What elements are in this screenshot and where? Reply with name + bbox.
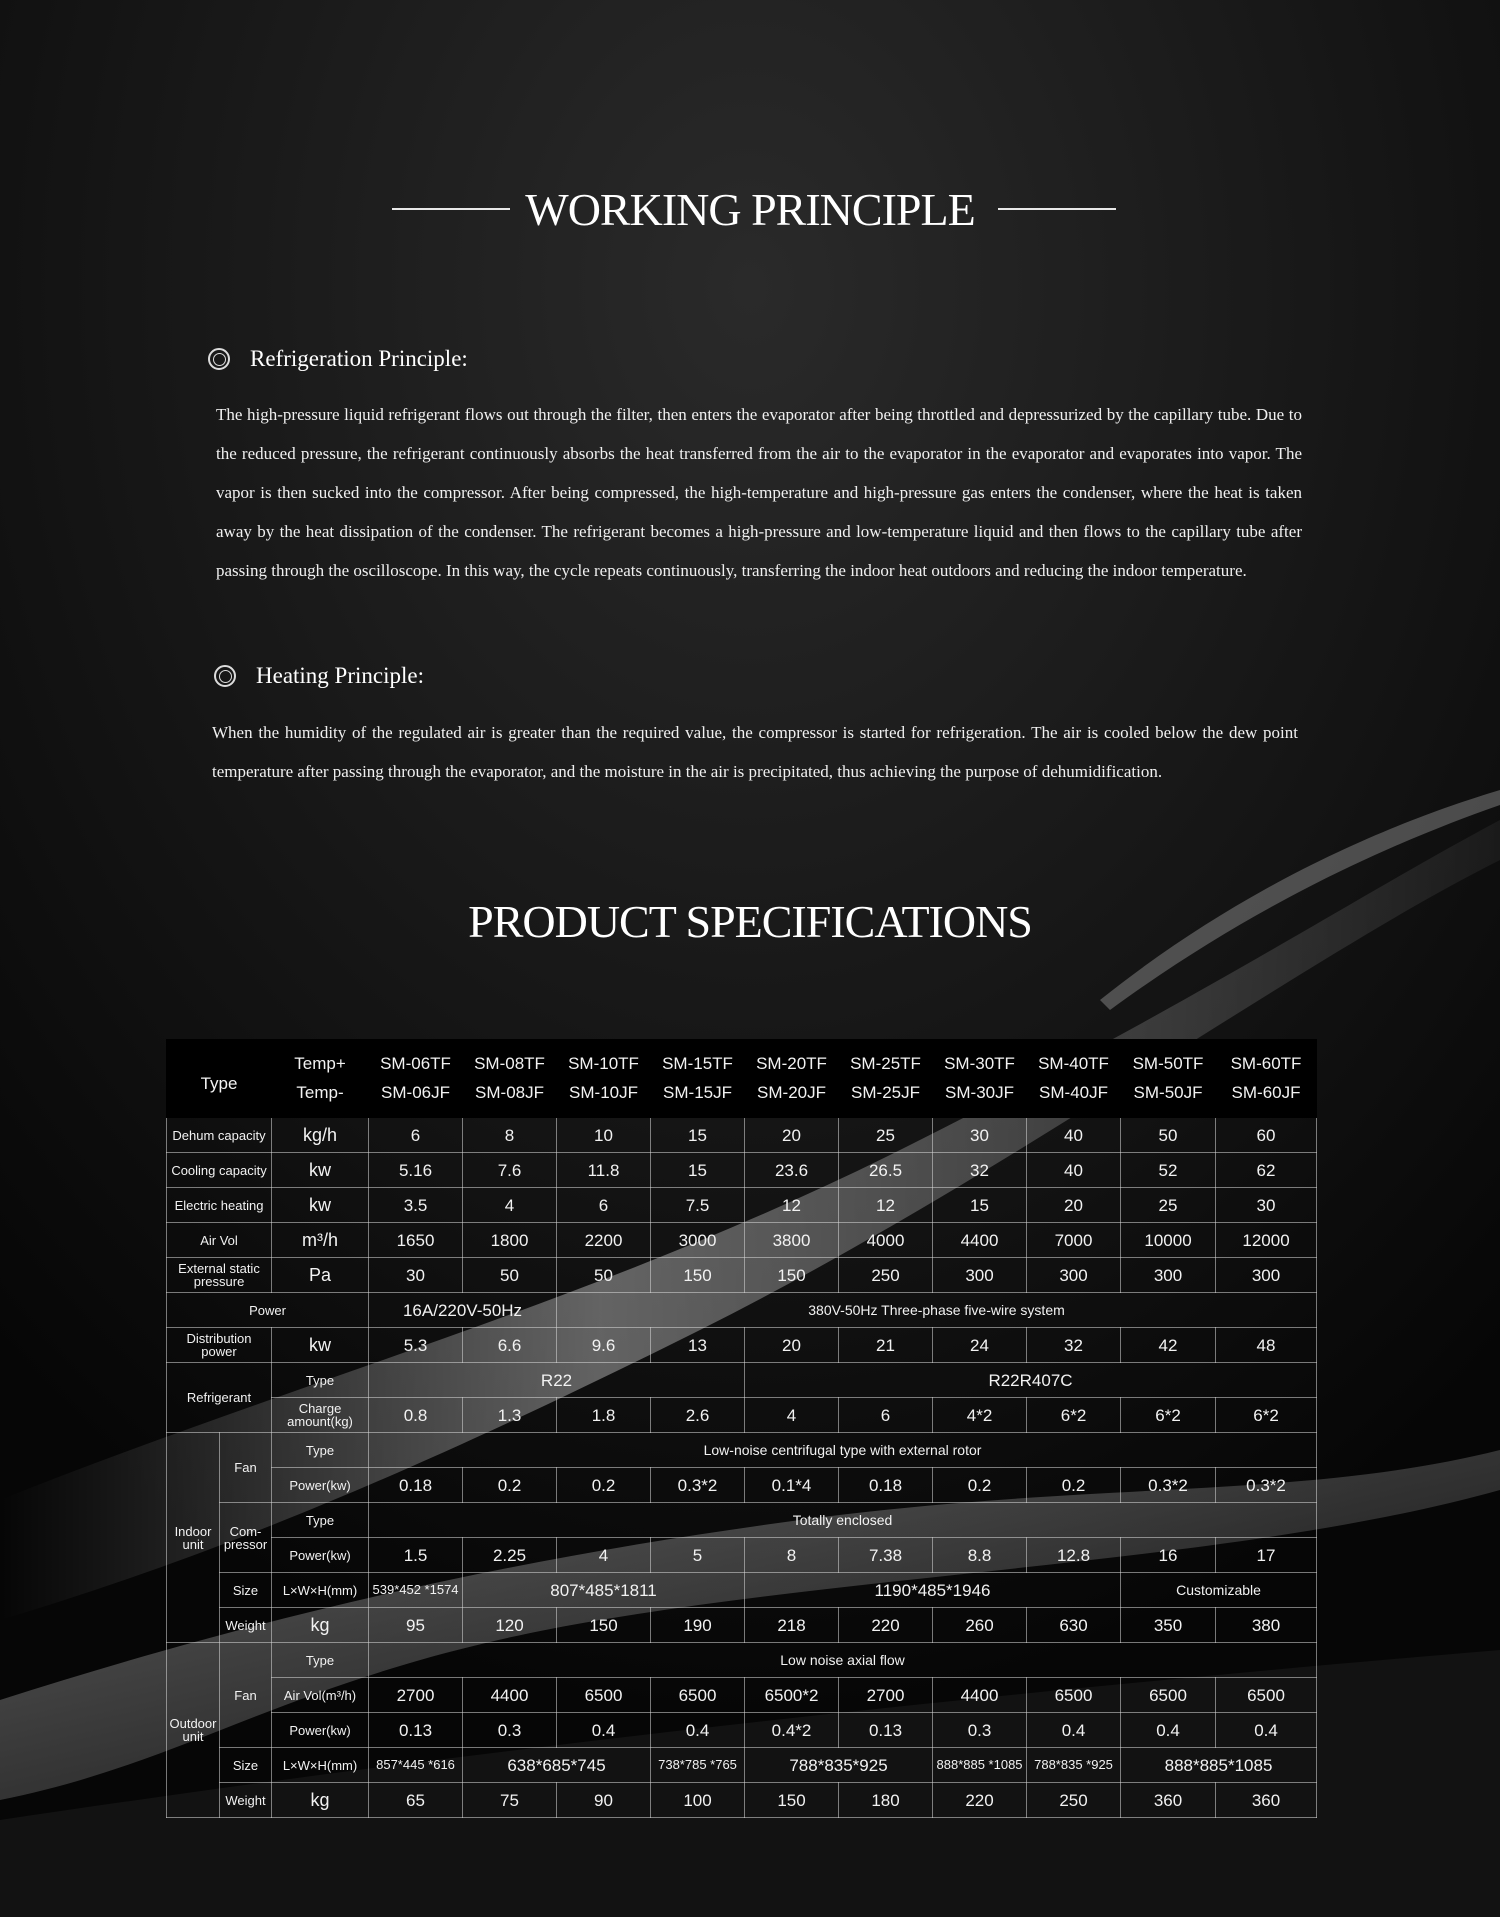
cell: 0.13: [839, 1713, 933, 1748]
cell: 0.4: [1216, 1713, 1317, 1748]
model-tf: SM-30TF: [933, 1040, 1027, 1078]
cell: 6*2: [1121, 1398, 1216, 1433]
outdoor-airvol-row: [167, 1678, 1317, 1713]
cell: 0.3*2: [1216, 1468, 1317, 1503]
cell: 60: [1216, 1118, 1317, 1153]
cell: 95: [369, 1608, 463, 1643]
cell: 50: [1121, 1118, 1216, 1153]
cell: 15: [933, 1188, 1027, 1223]
indoor-size-row: [167, 1573, 1317, 1608]
model-tf: SM-20TF: [745, 1040, 839, 1078]
cell: 0.4*2: [745, 1713, 839, 1748]
refrigerant-type-a: R22: [369, 1363, 745, 1398]
cooling-row: [167, 1153, 1317, 1188]
cell: 300: [1121, 1258, 1216, 1293]
cell: 6500: [557, 1678, 651, 1713]
cell: 8.8: [933, 1538, 1027, 1573]
row-unit: m³/h: [272, 1223, 369, 1258]
cell: 7.38: [839, 1538, 933, 1573]
cell: 42: [1121, 1328, 1216, 1363]
model-tf: SM-25TF: [839, 1040, 933, 1078]
cell: 4*2: [933, 1398, 1027, 1433]
cell: 350: [1121, 1608, 1216, 1643]
distribution-row: [167, 1328, 1317, 1363]
model-tf: SM-15TF: [651, 1040, 745, 1078]
cell: 21: [839, 1328, 933, 1363]
cell: 15: [651, 1153, 745, 1188]
cell: 40: [1027, 1118, 1121, 1153]
sub-label: Power(kw): [272, 1468, 369, 1503]
row-unit: kw: [272, 1188, 369, 1223]
cell: 8: [745, 1538, 839, 1573]
refrigerant-type-b: R22R407C: [745, 1363, 1317, 1398]
sub-label: Air Vol(m³/h): [272, 1678, 369, 1713]
header-row-tf: [167, 1040, 1317, 1078]
cell: 6: [557, 1188, 651, 1223]
cell: 0.18: [369, 1468, 463, 1503]
cell: 6500: [1027, 1678, 1121, 1713]
cell: 8: [463, 1118, 557, 1153]
sub-label: Type: [272, 1363, 369, 1398]
cell: 16: [1121, 1538, 1216, 1573]
cell: 4: [463, 1188, 557, 1223]
cell: 6500: [1121, 1678, 1216, 1713]
indoor-size-a: 539*452 *1574: [369, 1573, 463, 1608]
sub-label: Type: [272, 1433, 369, 1468]
sub-label: Type: [272, 1503, 369, 1538]
row-label: Dehum capacity: [167, 1118, 272, 1153]
cell: 6500: [651, 1678, 745, 1713]
cell: 75: [463, 1783, 557, 1818]
cell: 0.2: [557, 1468, 651, 1503]
cell: 30: [369, 1258, 463, 1293]
cell: 4400: [463, 1678, 557, 1713]
cell: 220: [839, 1608, 933, 1643]
row-unit: kg/h: [272, 1118, 369, 1153]
row-label: External static pressure: [167, 1258, 272, 1293]
cell: 1.5: [369, 1538, 463, 1573]
model-tf: SM-40TF: [1027, 1040, 1121, 1078]
cell: 6500: [1216, 1678, 1317, 1713]
cell: 150: [651, 1258, 745, 1293]
refrigerant-charge-row: [167, 1398, 1317, 1433]
cell: 0.4: [1121, 1713, 1216, 1748]
cell: 0.3*2: [651, 1468, 745, 1503]
cell: 120: [463, 1608, 557, 1643]
cell: 20: [1027, 1188, 1121, 1223]
cell: 260: [933, 1608, 1027, 1643]
cell: 12000: [1216, 1223, 1317, 1258]
cell: 380: [1216, 1608, 1317, 1643]
weight-label: Weight: [220, 1783, 272, 1818]
cell: 6: [369, 1118, 463, 1153]
cell: 1800: [463, 1223, 557, 1258]
indoor-fan-power-row: [167, 1468, 1317, 1503]
cell: 0.1*4: [745, 1468, 839, 1503]
model-jf: SM-06JF: [369, 1078, 463, 1118]
cell: 10000: [1121, 1223, 1216, 1258]
cell: 0.2: [463, 1468, 557, 1503]
row-label: Air Vol: [167, 1223, 272, 1258]
weight-unit: kg: [272, 1608, 369, 1643]
cell: 25: [1121, 1188, 1216, 1223]
cell: 13: [651, 1328, 745, 1363]
cell: 20: [745, 1118, 839, 1153]
product-specifications-title: PRODUCT SPECIFICATIONS: [468, 896, 1032, 947]
cell: 250: [1027, 1783, 1121, 1818]
cell: 250: [839, 1258, 933, 1293]
cell: 0.18: [839, 1468, 933, 1503]
size-label: Size: [220, 1573, 272, 1608]
indoor-comp-type-row: [167, 1503, 1317, 1538]
indoor-size-c: 1190*485*1946: [745, 1573, 1121, 1608]
cell: 20: [745, 1328, 839, 1363]
indoor-fan-type: Low-noise centrifugal type with external rotor: [369, 1433, 1317, 1468]
outdoor-size-row: [167, 1748, 1317, 1783]
model-tf: SM-06TF: [369, 1040, 463, 1078]
compressor-type: Totally enclosed: [369, 1503, 1317, 1538]
model-jf: SM-08JF: [463, 1078, 557, 1118]
indoor-size-b: 807*485*1811: [463, 1573, 745, 1608]
cell: 6*2: [1216, 1398, 1317, 1433]
cell: 1.8: [557, 1398, 651, 1433]
cell: 190: [651, 1608, 745, 1643]
size-unit: L×W×H(mm): [272, 1573, 369, 1608]
cell: 360: [1216, 1783, 1317, 1818]
refrigeration-text: The high-pressure liquid refrigerant flows out through the filter, then enters the evaporator after being throttled and depressurized by the capillary tube. Due to the reduced pressure, the refrigerant continuously absorbs the heat transferred from the air to the evaporator in the evaporator and evaporates into vapor. The vapor is then sucked into the compressor. After being compressed, the high-temperature and high-pressure gas enters the condenser, where the heat is taken away by the heat dissipation of the condenser. The refrigerant becomes a high-pressure and low-temperature liquid and then flows to the capillary tube after passing through the oscilloscope. In this way, the cycle repeats continuously, transferring the indoor heat outdoors and reducing the indoor temperature.: [216, 405, 1302, 580]
cell: 2700: [369, 1678, 463, 1713]
cell: 3800: [745, 1223, 839, 1258]
cell: 25: [839, 1118, 933, 1153]
cell: 630: [1027, 1608, 1121, 1643]
model-jf: SM-40JF: [1027, 1078, 1121, 1118]
cell: 7.6: [463, 1153, 557, 1188]
cell: 0.3*2: [1121, 1468, 1216, 1503]
indoor-fan-type-row: [167, 1433, 1317, 1468]
cell: 6500*2: [745, 1678, 839, 1713]
cell: 12: [839, 1188, 933, 1223]
cell: 150: [557, 1608, 651, 1643]
cell: 218: [745, 1608, 839, 1643]
cell: 0.13: [369, 1713, 463, 1748]
model-jf: SM-50JF: [1121, 1078, 1216, 1118]
size-label: Size: [220, 1748, 272, 1783]
outdoor-size-g: 888*885*1085: [1121, 1748, 1317, 1783]
cell: 17: [1216, 1538, 1317, 1573]
cell: 12: [745, 1188, 839, 1223]
model-tf: SM-50TF: [1121, 1040, 1216, 1078]
cell: 24: [933, 1328, 1027, 1363]
cell: 2700: [839, 1678, 933, 1713]
cell: 30: [1216, 1188, 1317, 1223]
cell: 9.6: [557, 1328, 651, 1363]
power-row: [167, 1293, 1317, 1328]
electric-heating-row: [167, 1188, 1317, 1223]
cell: 62: [1216, 1153, 1317, 1188]
model-jf: SM-15JF: [651, 1078, 745, 1118]
outdoor-size-d: 788*835*925: [745, 1748, 933, 1783]
cell: 3.5: [369, 1188, 463, 1223]
outdoor-size-c: 738*785 *765: [651, 1748, 745, 1783]
refrigeration-heading: [208, 346, 468, 372]
cell: 4000: [839, 1223, 933, 1258]
cell: 0.8: [369, 1398, 463, 1433]
cell: 2200: [557, 1223, 651, 1258]
indoor-unit-label: Indoor unit: [167, 1433, 220, 1643]
cell: 4400: [933, 1223, 1027, 1258]
cell: 100: [651, 1783, 745, 1818]
indoor-comp-power-row: [167, 1538, 1317, 1573]
indoor-weight-row: [167, 1608, 1317, 1643]
cell: 0.2: [1027, 1468, 1121, 1503]
cell: 2.25: [463, 1538, 557, 1573]
dehum-row: [167, 1118, 1317, 1153]
title-rule-right: [998, 208, 1116, 210]
cell: 52: [1121, 1153, 1216, 1188]
power-three: 380V-50Hz Three-phase five-wire system: [557, 1293, 1317, 1328]
sub-label: Power(kw): [272, 1713, 369, 1748]
cell: 48: [1216, 1328, 1317, 1363]
cell: 1.3: [463, 1398, 557, 1433]
model-jf: SM-60JF: [1216, 1078, 1317, 1118]
cell: 180: [839, 1783, 933, 1818]
model-jf: SM-30JF: [933, 1078, 1027, 1118]
cell: 220: [933, 1783, 1027, 1818]
row-label: Electric heating: [167, 1188, 272, 1223]
cell: 5.16: [369, 1153, 463, 1188]
header-row-jf: [167, 1078, 1317, 1118]
row-label: Cooling capacity: [167, 1153, 272, 1188]
cell: 30: [933, 1118, 1027, 1153]
cell: 4: [557, 1538, 651, 1573]
outdoor-size-f: 788*835 *925: [1027, 1748, 1121, 1783]
sub-label: Power(kw): [272, 1538, 369, 1573]
cell: 0.3: [463, 1713, 557, 1748]
outdoor-size-e: 888*885 *1085: [933, 1748, 1027, 1783]
cell: 15: [651, 1118, 745, 1153]
cell: 3000: [651, 1223, 745, 1258]
cell: 65: [369, 1783, 463, 1818]
model-tf: SM-60TF: [1216, 1040, 1317, 1078]
fan-label: Fan: [220, 1643, 272, 1748]
cell: 0.4: [1027, 1713, 1121, 1748]
cell: 32: [933, 1153, 1027, 1188]
row-unit: Pa: [272, 1258, 369, 1293]
cell: 6: [839, 1398, 933, 1433]
outdoor-fan-type-row: [167, 1643, 1317, 1678]
spec-table: [166, 1039, 1317, 1818]
power-single: 16A/220V-50Hz: [369, 1293, 557, 1328]
refrigeration-title: Refrigeration Principle:: [250, 346, 468, 371]
heating-text: When the humidity of the regulated air is greater than the required value, the compressor is started for refrigeration. The air is cooled below the dew point temperature after passing through the evaporator, and the moisture in the air is precipitated, thus achieving the purpose of dehumidification.: [212, 723, 1298, 781]
cell: 4: [745, 1398, 839, 1433]
cell: 360: [1121, 1783, 1216, 1818]
sub-label: Type: [272, 1643, 369, 1678]
indoor-size-d: Customizable: [1121, 1573, 1317, 1608]
air-vol-row: [167, 1223, 1317, 1258]
outdoor-size-a: 857*445 *616: [369, 1748, 463, 1783]
cell: 300: [1027, 1258, 1121, 1293]
cell: 2.6: [651, 1398, 745, 1433]
cell: 6*2: [1027, 1398, 1121, 1433]
row-label: Distribution power: [167, 1328, 272, 1363]
cell: 4400: [933, 1678, 1027, 1713]
cell: 23.6: [745, 1153, 839, 1188]
cell: 50: [557, 1258, 651, 1293]
sub-label: Charge amount(kg): [272, 1398, 369, 1433]
bullseye-icon: [214, 665, 236, 687]
fan-label: Fan: [220, 1433, 272, 1503]
cell: 0.4: [557, 1713, 651, 1748]
model-tf: SM-08TF: [463, 1040, 557, 1078]
row-unit: kw: [272, 1328, 369, 1363]
model-tf: SM-10TF: [557, 1040, 651, 1078]
row-unit: kw: [272, 1153, 369, 1188]
cell: 6.6: [463, 1328, 557, 1363]
outdoor-power-row: [167, 1713, 1317, 1748]
cell: 5: [651, 1538, 745, 1573]
weight-unit: kg: [272, 1783, 369, 1818]
model-jf: SM-20JF: [745, 1078, 839, 1118]
weight-label: Weight: [220, 1608, 272, 1643]
cell: 150: [745, 1258, 839, 1293]
size-unit: L×W×H(mm): [272, 1748, 369, 1783]
cell: 7.5: [651, 1188, 745, 1223]
static-pressure-row: [167, 1258, 1317, 1293]
model-jf: SM-25JF: [839, 1078, 933, 1118]
row-label: Power: [167, 1293, 369, 1328]
cell: 12.8: [1027, 1538, 1121, 1573]
refrigerant-type-row: [167, 1363, 1317, 1398]
heating-title: Heating Principle:: [256, 663, 424, 688]
cell: 7000: [1027, 1223, 1121, 1258]
cell: 0.2: [933, 1468, 1027, 1503]
cell: 300: [933, 1258, 1027, 1293]
working-principle-title: WORKING PRINCIPLE: [525, 184, 975, 235]
outdoor-unit-label: Outdoor unit: [167, 1643, 220, 1818]
cell: 300: [1216, 1258, 1317, 1293]
cell: 1650: [369, 1223, 463, 1258]
cell: 5.3: [369, 1328, 463, 1363]
cell: 0.3: [933, 1713, 1027, 1748]
cell: 150: [745, 1783, 839, 1818]
cell: 0.4: [651, 1713, 745, 1748]
outdoor-fan-type: Low noise axial flow: [369, 1643, 1317, 1678]
temp-minus-label: Temp-: [272, 1078, 369, 1118]
temp-plus-label: Temp+: [272, 1040, 369, 1078]
outdoor-size-b: 638*685*745: [463, 1748, 651, 1783]
cell: 90: [557, 1783, 651, 1818]
cell: 40: [1027, 1153, 1121, 1188]
cell: 50: [463, 1258, 557, 1293]
bullseye-icon: [208, 348, 230, 370]
cell: 11.8: [557, 1153, 651, 1188]
refrigerant-label: Refrigerant: [167, 1363, 272, 1433]
model-jf: SM-10JF: [557, 1078, 651, 1118]
heating-heading: [214, 663, 424, 689]
cell: 32: [1027, 1328, 1121, 1363]
outdoor-weight-row: [167, 1783, 1317, 1818]
cell: 26.5: [839, 1153, 933, 1188]
cell: 10: [557, 1118, 651, 1153]
type-header: Type: [167, 1040, 272, 1118]
compressor-label: Com- pressor: [220, 1503, 272, 1573]
